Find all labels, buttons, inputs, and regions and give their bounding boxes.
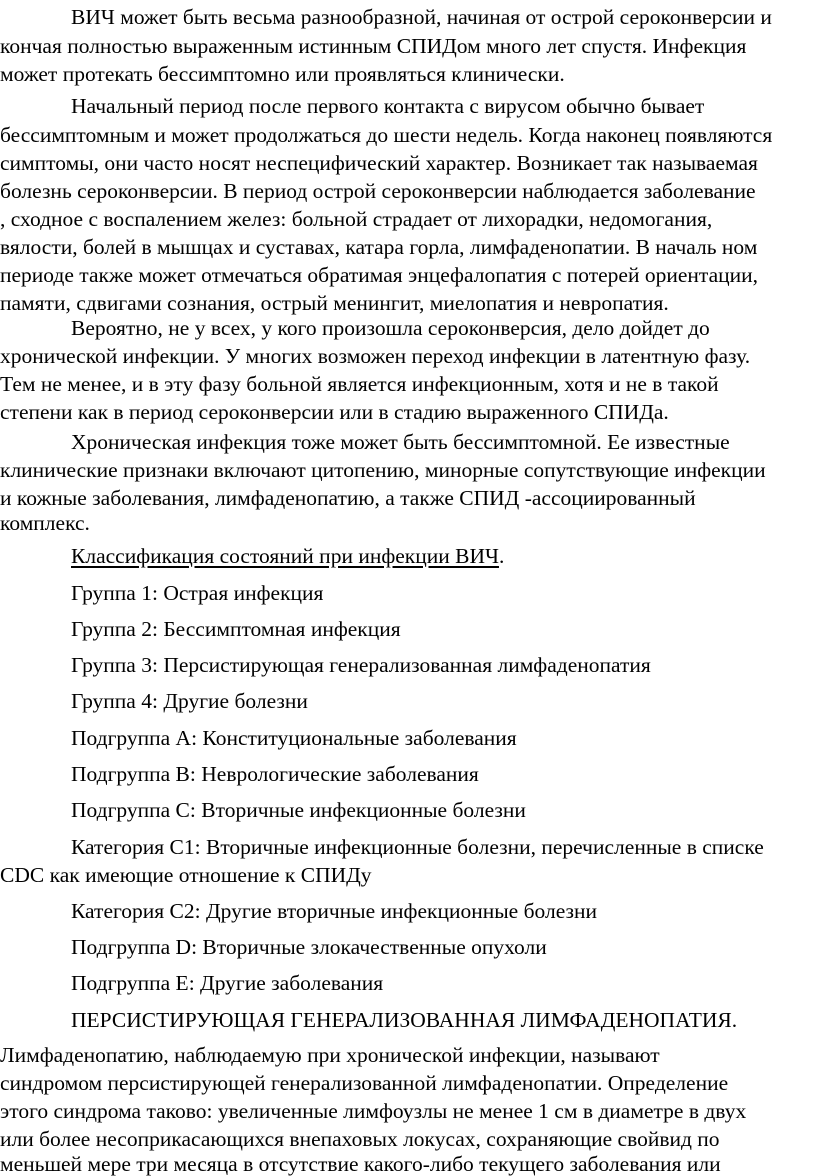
paragraph-4-line-1: Хроническая инфекция тоже может быть бессимптомной. Ее известные [71,430,730,454]
classification-heading-period: . [498,544,505,568]
paragraph-1-line-3: может протекать бессимптомно или проявляться клинически. [0,62,565,86]
classification-item: Категория С2: Другие вторичные инфекционные болезни [71,899,598,923]
section-line-2: синдромом персистирующей генерализованной лимфаденопатии. Определение [0,1071,729,1095]
classification-item: Группа 2: Бессимптомная инфекция [71,617,401,641]
classification-item: Подгруппа Е: Другие заболевания [71,971,384,995]
section-line-4: или более несоприкасающихся внепаховых локусах, сохраняющие свойвид по [0,1127,720,1151]
section-heading: ПЕРСИСТИРУЮЩАЯ ГЕНЕРАЛИЗОВАННАЯ ЛИМФАДЕНОПАТИЯ. [71,1008,738,1032]
paragraph-2-line-3: симптомы, они часто носят неспецифический характер. Возникает так называемая [0,151,758,175]
classification-item: Подгруппа В: Неврологические заболевания [71,762,479,786]
paragraph-3-line-3: Тем не менее, и в эту фазу больной является инфекционным, хотя и не в такой [0,372,719,396]
paragraph-2-line-4: болезнь сероконверсии. В период острой сероконверсии наблюдается заболевание [0,179,756,203]
classification-item: Категория С1: Вторичные инфекционные болезни, перечисленные в списке [71,835,764,859]
classification-item: Группа 3: Персистирующая генерализованная лимфаденопатия [71,653,651,677]
paragraph-2-line-2: бессимптомным и может продолжаться до шести недель. Когда наконец появляются [0,123,773,147]
paragraph-2-line-7: периоде также может отмечаться обратимая энцефалопатия с потерей ориентации, [0,263,759,287]
paragraph-4-line-3: и кожные заболевания, лимфаденопатию, а также СПИД -ассоциированный [0,486,696,510]
section-line-5: меньшей мере три месяца в отсутствие какого-либо текущего заболевания или [0,1152,721,1176]
paragraph-2-line-1: Начальный период после первого контакта с вирусом обычно бывает [71,94,705,118]
classification-item: Группа 4: Другие болезни [71,689,308,713]
section-line-1: Лимфаденопатию, наблюдаемую при хронической инфекции, называют [0,1043,660,1067]
classification-item-continuation: CDC как имеющие отношение к СПИДу [0,863,372,887]
classification-item: Подгруппа С: Вторичные инфекционные болезни [71,798,526,822]
paragraph-3-line-2: хронической инфекции. У многих возможен переход инфекции в латентную фазу. [0,344,751,368]
classification-heading-line [71,542,504,571]
paragraph-2-line-5: , сходное с воспалением желез: больной страдает от лихорадки, недомогания, [0,207,713,231]
classification-item: Подгруппа А: Конституциональные заболевания [71,726,517,750]
classification-heading: Классификация состояний при инфекции ВИЧ [71,544,499,568]
paragraph-1-line-1: ВИЧ может быть весьма разнообразной, начиная от острой сероконверсии и [71,5,772,29]
paragraph-4-line-4: комплекс. [0,511,90,535]
paragraph-2-line-6: вялости, болей в мышцах и суставах, катара горла, лимфаденопатии. В началь ном [0,235,758,259]
paragraph-3-line-4: степени как в период сероконверсии или в стадию выраженного СПИДа. [0,400,669,424]
paragraph-4-line-2: клинические признаки включают цитопению, минорные сопутствующие инфекции [0,458,766,482]
paragraph-2-line-8: памяти, сдвигами сознания, острый менингит, миелопатия и невропатия. [0,291,669,315]
classification-item: Подгруппа D: Вторичные злокачественные опухоли [71,935,547,959]
classification-item: Группа 1: Острая инфекция [71,581,324,605]
paragraph-3-line-1: Вероятно, не у всех, у кого произошла сероконверсия, дело дойдет до [71,316,710,340]
section-line-3: этого синдрома таково: увеличенные лимфоузлы не менее 1 см в диаметре в двух [0,1099,747,1123]
paragraph-1-line-2: кончая полностью выраженным истинным СПИДом много лет спустя. Инфекция [0,34,747,58]
